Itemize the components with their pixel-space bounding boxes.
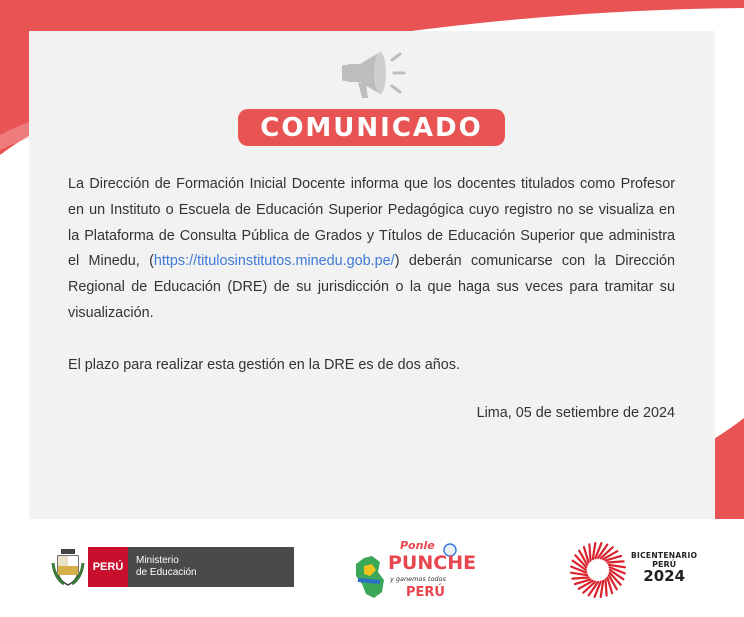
minedu-logo [52, 547, 294, 587]
emblem-ray [589, 544, 590, 560]
ministry-line-1: Ministerio [136, 555, 179, 566]
bicentenario-line-1: BICENTENARIO [631, 551, 698, 560]
platform-link[interactable]: https://titulosinstitutos.minedu.gob.pe/ [153, 253, 395, 270]
emblem-ray [572, 578, 588, 579]
campaign-line-4: PERÚ [406, 585, 445, 600]
paragraph-2: El plazo para realizar esta gestión en la DRE es de dos años. [68, 356, 460, 373]
megaphone-icon [336, 44, 408, 102]
date-line: Lima, 05 de setiembre de 2024 [476, 405, 675, 421]
campaign-line-1: Ponle [400, 539, 435, 552]
paragraph-1 [68, 172, 675, 327]
paragraph-1-text-a: La Dirección de Formación Inicial Docente informa que los docentes titulados como Profesor en un Instituto o Escuela de Educación Superior Pedagógica cuyo registro no se visualiza en la Plataforma de Consulta Pública de Grados y Títulos de Educación Superior que administra el Minedu, ( [68, 176, 675, 270]
emblem-ray [606, 579, 607, 595]
emblem-ray [607, 561, 623, 562]
bicentenario-line-2: PERÚ [652, 560, 677, 569]
page-title: COMUNICADO [260, 112, 483, 143]
coat-of-arms-icon [52, 547, 84, 587]
campaign-line-3: y ganemos todos [390, 575, 446, 583]
ponle-punche-logo [350, 536, 477, 602]
bicentenario-text [631, 551, 697, 584]
bicentenario-line-3: 2024 [643, 567, 686, 585]
ministry-name [128, 547, 294, 587]
paragraph-spacer [68, 327, 675, 353]
campaign-line-2: PUNCHE [388, 552, 477, 574]
title-banner [238, 109, 505, 146]
paragraph-1-text-b: ) deberán comunicarse con la Dirección Regional de Educación (DRE) de su jurisdicción o la que haga sus veces para tramitar su visualización. [68, 253, 675, 321]
announcement-body [68, 172, 675, 378]
peru-label: PERÚ [88, 547, 128, 587]
ministry-line-2: de Educación [136, 567, 197, 578]
